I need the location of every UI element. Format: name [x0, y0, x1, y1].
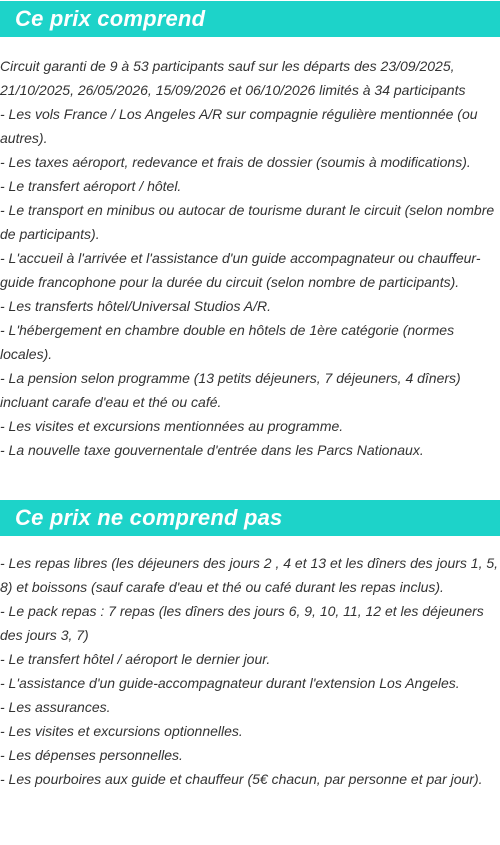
list-item: - Les vols France / Los Angeles A/R sur compagnie régulière mentionnée (ou autres). — [0, 106, 478, 146]
list-item: - L'accueil à l'arrivée et l'assistance d'un guide accompagnateur ou chauffeur-guide francophone pour la durée du circuit (selon nombre de participants). — [0, 250, 481, 290]
price-excludes-list — [0, 536, 500, 791]
list-item: - Les transferts hôtel/Universal Studios A/R. — [0, 298, 272, 314]
list-item: - Le transfert aéroport / hôtel. — [0, 178, 182, 194]
list-item: - Le transport en minibus ou autocar de tourisme durant le circuit (selon nombre de participants). — [0, 202, 495, 242]
list-item: - La nouvelle taxe gouvernentale d'entrée dans les Parcs Nationaux. — [0, 442, 424, 458]
list-item: - Les visites et excursions optionnelles. — [0, 723, 243, 739]
list-item: - Le transfert hôtel / aéroport le dernier jour. — [0, 651, 271, 667]
list-item: - Les assurances. — [0, 699, 111, 715]
price-excludes-heading — [0, 500, 500, 536]
list-item: - Le pack repas : 7 repas (les dîners des jours 6, 9, 10, 11, 12 et les déjeuners des jours 3, 7) — [0, 603, 484, 643]
price-includes-section — [0, 1, 500, 462]
list-item: - La pension selon programme (13 petits déjeuners, 7 déjeuners, 4 dîners) incluant carafe d'eau et thé ou café. — [0, 370, 461, 410]
price-excludes-title: Ce prix ne comprend pas — [15, 505, 283, 530]
price-includes-heading — [0, 1, 500, 37]
list-item: - Les visites et excursions mentionnées au programme. — [0, 418, 344, 434]
price-includes-title: Ce prix comprend — [15, 6, 206, 31]
list-item: - Les repas libres (les déjeuners des jours 2 , 4 et 13 et les dîners des jours 1, 5, 8) et boissons (sauf carafe d'eau et thé ou café durant les repas inclus). — [0, 555, 499, 595]
list-item: - Les taxes aéroport, redevance et frais de dossier (soumis à modifications). — [0, 154, 471, 170]
list-item: - L'assistance d'un guide-accompagnateur durant l'extension Los Angeles. — [0, 675, 460, 691]
list-item: - Les dépenses personnelles. — [0, 747, 183, 763]
list-item: Circuit garanti de 9 à 53 participants sauf sur les départs des 23/09/2025, 21/10/2025, 26/05/2026, 15/09/2026 et 06/10/2026 limités à 34 participants — [0, 58, 466, 98]
price-includes-list — [0, 37, 500, 462]
price-excludes-section — [0, 500, 500, 791]
list-item: - L'hébergement en chambre double en hôtels de 1ère catégorie (normes locales). — [0, 322, 455, 362]
list-item: - Les pourboires aux guide et chauffeur (5€ chacun, par personne et par jour). — [0, 771, 483, 787]
